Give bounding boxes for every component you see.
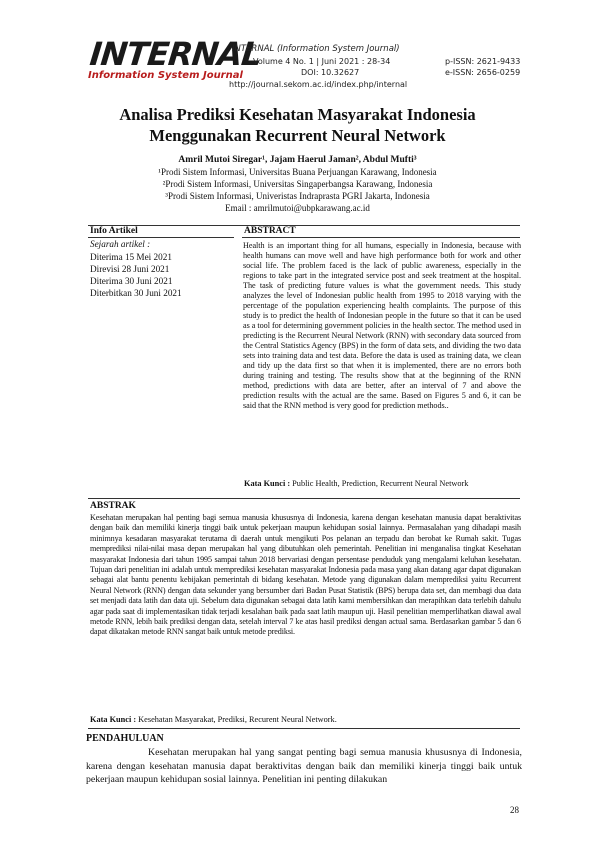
affiliation-3: ³Prodi Sistem Informasi, Univeristas Indraprasta PGRI Jakarta, Indonesia: [165, 191, 430, 201]
keywords-id-text: Kesehatan Masyarakat, Prediksi, Recurent Neural Network.: [136, 715, 337, 724]
journal-doi: DOI: 10.32627: [301, 68, 360, 77]
divider-mid: [88, 498, 520, 499]
abstract-en-body: Health is an important thing for all humans, especially in Indonesia, because with health humans can move well and have high performance both for work and other social life. The problem faced is the lack of public awareness, especially in the regions to take part in the integrated service post and seek treatment at the hospital. The task of predicting future values is what the government needs. This study analyzes the level of Indonesian public health from 1995 to 2018 varying with the percentage of the population experiencing health complaints. The purpose of this study is to predict the health of Indonesian people in the future so that it can be used as a tool for determining government policies in the health sector. The method used in predicting is the Recurrent Neural Network (RNN) with secondary data sourced from the Central Statistics Agency (BPS) in the form of data sets, and dividing the two data sets into training data and test data. Before the data is used as training data, we clean and tidy up the data first so that when it is implemented, there are no errors both during training and testing. The results show that at the beginning of the RNN method, predictions with data are better, after an interval of 7 and above the prediction results with the actual are the same. Based on Figures 5 and 6, it can be said that the RNN method is very good for prediction methods..: [243, 241, 521, 410]
journal-logo-subtitle: Information System Journal: [88, 70, 243, 81]
journal-logo: INTERNAL: [88, 35, 263, 73]
keywords-en-label: Kata Kunci :: [244, 479, 291, 488]
history-item: Diterbitkan 30 Juni 2021: [90, 288, 182, 298]
affiliation-1: ¹Prodi Sistem Informasi, Universitas Buana Perjuangan Karawang, Indonesia: [158, 167, 437, 177]
info-heading: Info Artikel: [90, 226, 138, 236]
paper-title: [60, 104, 535, 146]
abstract-id-body: Kesehatan merupakan hal penting bagi semua manusia khususnya di Indonesia, karena dengan kesehatan manusia dapat beraktivitas dengan baik dan memiliki kinerja tinggi baik untuk pekerjaan maupun kehidupan sosial lainnya. Permasalahan yang dihadapi masih minimnya kesadaran masyarakat terutama di daerah untuk mengikuti Pos pelanan an terpadu dan berobat ke Rumah sakit. Tugas memprediksi nilai-nilai masa depan merupakan hal yang dibutuhkan oleh pemerintah. Penelitian ini menganalisa tingkat Kesehatan masyarakat Indonesia dari tahun 1995 sampai tahun 2018 bervariasi dengan persentase penduduk yang mengalami keluhan kesehatan. Tujuan dari penelitian ini adalah untuk memprediksi kesehatan masyarakat Indonesia pada masa yang akan datang agar dapat digunakan sebagai alat bantu penentu kebijakan pemerintah di bidang kesehatan. Metode yang digunakan dalam memprediksi yaitu Recurrent Neural Network (RNN) dengan data sekunder yang bersumber dari Badan Pusat Statistik (BPS) berupa data set, dan membagi dua data set menjadi data latih dan data uji. Sebelum data digunakan sebagai data latih kami membersihkan dan merapihkan data terlebih dahulu agar pada saat di implementasikan tidak terjadi kesalahan baik pada saat latih maupun uji. Hasil penelitian memperlihatkan diawal awal metode RNN, lebih baik prediksi dengan data, setelah interval 7 ke atas hasil prediksi dengan actual sama. Berdasarkan gambar 5 dan 6 dapat dikatakan metode RNN sangat baik untuk metode prediksi.: [90, 513, 521, 637]
affiliation-2: ²Prodi Sistem Informasi, Universitas Singaperbangsa Karawang, Indonesia: [162, 179, 433, 189]
journal-url[interactable]: http://journal.sekom.ac.id/index.php/internal: [229, 80, 408, 89]
author-email: Email : amrilmutoi@ubpkarawang.ac.id: [225, 203, 370, 213]
keywords-en: [244, 479, 468, 488]
journal-volume: Volume 4 No. 1 | Juni 2021 : 28-34: [253, 57, 391, 66]
p-issn: p-ISSN: 2621-9433: [445, 57, 521, 66]
abstract-id-heading: ABSTRAK: [90, 501, 136, 511]
history-item: Direvisi 28 Juni 2021: [90, 264, 170, 274]
authors: Amril Mutoi Siregar¹, Jajam Haerul Jaman², Abdul Mufti³: [178, 155, 417, 165]
e-issn: e-ISSN: 2656-0259: [445, 68, 521, 77]
divider-bottom: [88, 728, 520, 729]
page-number: 28: [510, 805, 519, 815]
abstract-en-heading: ABSTRACT: [244, 226, 296, 236]
paper-title-line-2: Menggunakan Recurrent Neural Network: [149, 126, 446, 145]
intro-heading: PENDAHULUAN: [86, 733, 164, 744]
history-label: Sejarah artikel :: [90, 239, 151, 249]
keywords-en-text: Public Health, Prediction, Recurrent Neural Network: [290, 479, 469, 488]
paper-title-line-1: Analisa Prediksi Kesehatan Masyarakat Indonesia: [119, 105, 476, 124]
history-item: Diterima 30 Juni 2021: [90, 276, 173, 286]
keywords-id: [90, 715, 337, 724]
divider-abstract-head: [242, 237, 520, 238]
divider-top: [88, 225, 520, 226]
journal-title: INTERNAL (Information System Journal): [232, 44, 400, 54]
history-item: Diterima 15 Mei 2021: [90, 252, 172, 262]
divider-info-head: [88, 237, 234, 238]
keywords-id-label: Kata Kunci :: [90, 715, 137, 724]
intro-paragraph: Kesehatan merupakan hal yang sangat penting bagi semua manusia khususnya di Indonesia, karena dengan kesehatan manusia dapat beraktivitas dengan baik dan memiliki kinerja tinggi baik untuk pekerjaan maupun kehidupan sosial lainnya. Penelitian ini penting dilakukan: [86, 747, 522, 785]
